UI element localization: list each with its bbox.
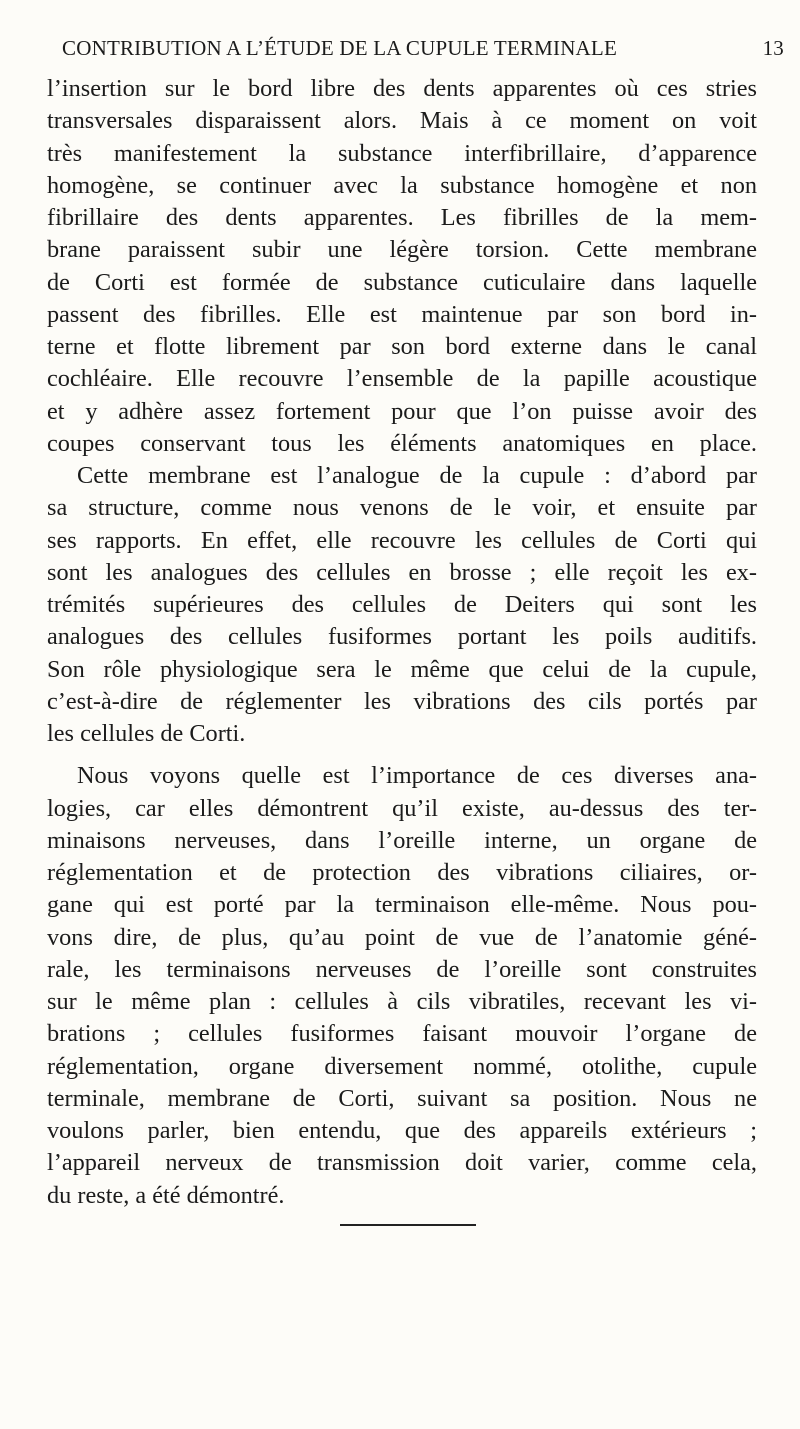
page-number: 13 — [762, 36, 784, 60]
text-line: trémités supérieures des cellules de Deiters qui sont les — [47, 591, 757, 618]
text-line: sur le même plan : cellules à cils vibratiles, recevant les vi- — [47, 988, 757, 1015]
paragraph-3 — [47, 760, 757, 1212]
text-line: du reste, a été démontré. — [47, 1181, 285, 1209]
text-line: terne et flotte librement par son bord externe dans le canal — [47, 333, 757, 360]
text-line: rale, les terminaisons nerveuses de l’oreille sont construites — [47, 955, 757, 983]
closing-rule — [340, 1224, 476, 1226]
text-line: réglementation, organe diversement nommé, otolithe, cupule — [47, 1052, 757, 1080]
text-line: terminale, membrane de Corti, suivant sa position. Nous ne — [47, 1084, 757, 1112]
text-line: sa structure, comme nous venons de le voir, et ensuite par — [47, 494, 757, 522]
text-line: les cellules de Corti. — [47, 720, 246, 747]
text-line: minaisons nerveuses, dans l’oreille interne, un organe de — [47, 826, 757, 854]
text-line: ses rapports. En effet, elle recouvre les cellules de Corti qui — [47, 526, 757, 554]
paragraph-1 — [47, 73, 757, 460]
text-line: brations ; cellules fusiformes faisant mouvoir l’organe de — [47, 1020, 757, 1048]
text-line: l’insertion sur le bord libre des dents apparentes où ces stries — [47, 75, 757, 102]
text-line: homogène, se continuer avec la substance homogène et non — [47, 171, 757, 199]
text-line: réglementation et de protection des vibrations ciliaires, or- — [47, 859, 757, 886]
running-title: CONTRIBUTION A L’ÉTUDE DE LA CUPULE TERMINALE — [62, 36, 617, 60]
text-line: fibrillaire des dents apparentes. Les fibrilles de la mem- — [47, 204, 757, 231]
text-line: logies, car elles démontrent qu’il existe, au-dessus des ter- — [47, 794, 757, 822]
text-line: transversales disparaissent alors. Mais à ce moment on voit — [47, 107, 757, 135]
text-line: gane qui est porté par la terminaison elle-même. Nous pou- — [47, 891, 757, 919]
text-line: passent des fibrilles. Elle est maintenue par son bord in- — [47, 300, 757, 328]
text-line: brane paraissent subir une légère torsion. Cette membrane — [47, 236, 757, 264]
text-line: coupes conservant tous les éléments anatomiques en place. — [47, 429, 757, 457]
paragraph-gap — [47, 750, 757, 760]
text-line: c’est-à-dire de réglementer les vibrations des cils portés par — [47, 687, 757, 715]
text-line: l’appareil nerveux de transmission doit varier, comme cela, — [47, 1149, 757, 1177]
text-line: Cette membrane est l’analogue de la cupule : d’abord par — [77, 462, 757, 489]
body-text — [47, 73, 757, 1212]
running-head — [62, 36, 784, 66]
text-line: voulons parler, bien entendu, que des appareils extérieurs ; — [47, 1117, 757, 1144]
text-line: de Corti est formée de substance cuticulaire dans laquelle — [47, 268, 757, 296]
text-line: Nous voyons quelle est l’importance de ces diverses ana- — [77, 762, 757, 790]
paragraph-2 — [47, 460, 757, 750]
text-line: analogues des cellules fusiformes portant les poils auditifs. — [47, 623, 757, 651]
text-line: et y adhère assez fortement pour que l’on puisse avoir des — [47, 397, 757, 425]
text-line: vons dire, de plus, qu’au point de vue de l’anatomie géné- — [47, 923, 757, 951]
text-line: Son rôle physiologique sera le même que celui de la cupule, — [47, 655, 757, 683]
text-line: sont les analogues des cellules en brosse ; elle reçoit les ex- — [47, 558, 757, 586]
text-line: cochléaire. Elle recouvre l’ensemble de la papille acoustique — [47, 365, 757, 393]
text-line: très manifestement la substance interfibrillaire, d’apparence — [47, 139, 757, 167]
